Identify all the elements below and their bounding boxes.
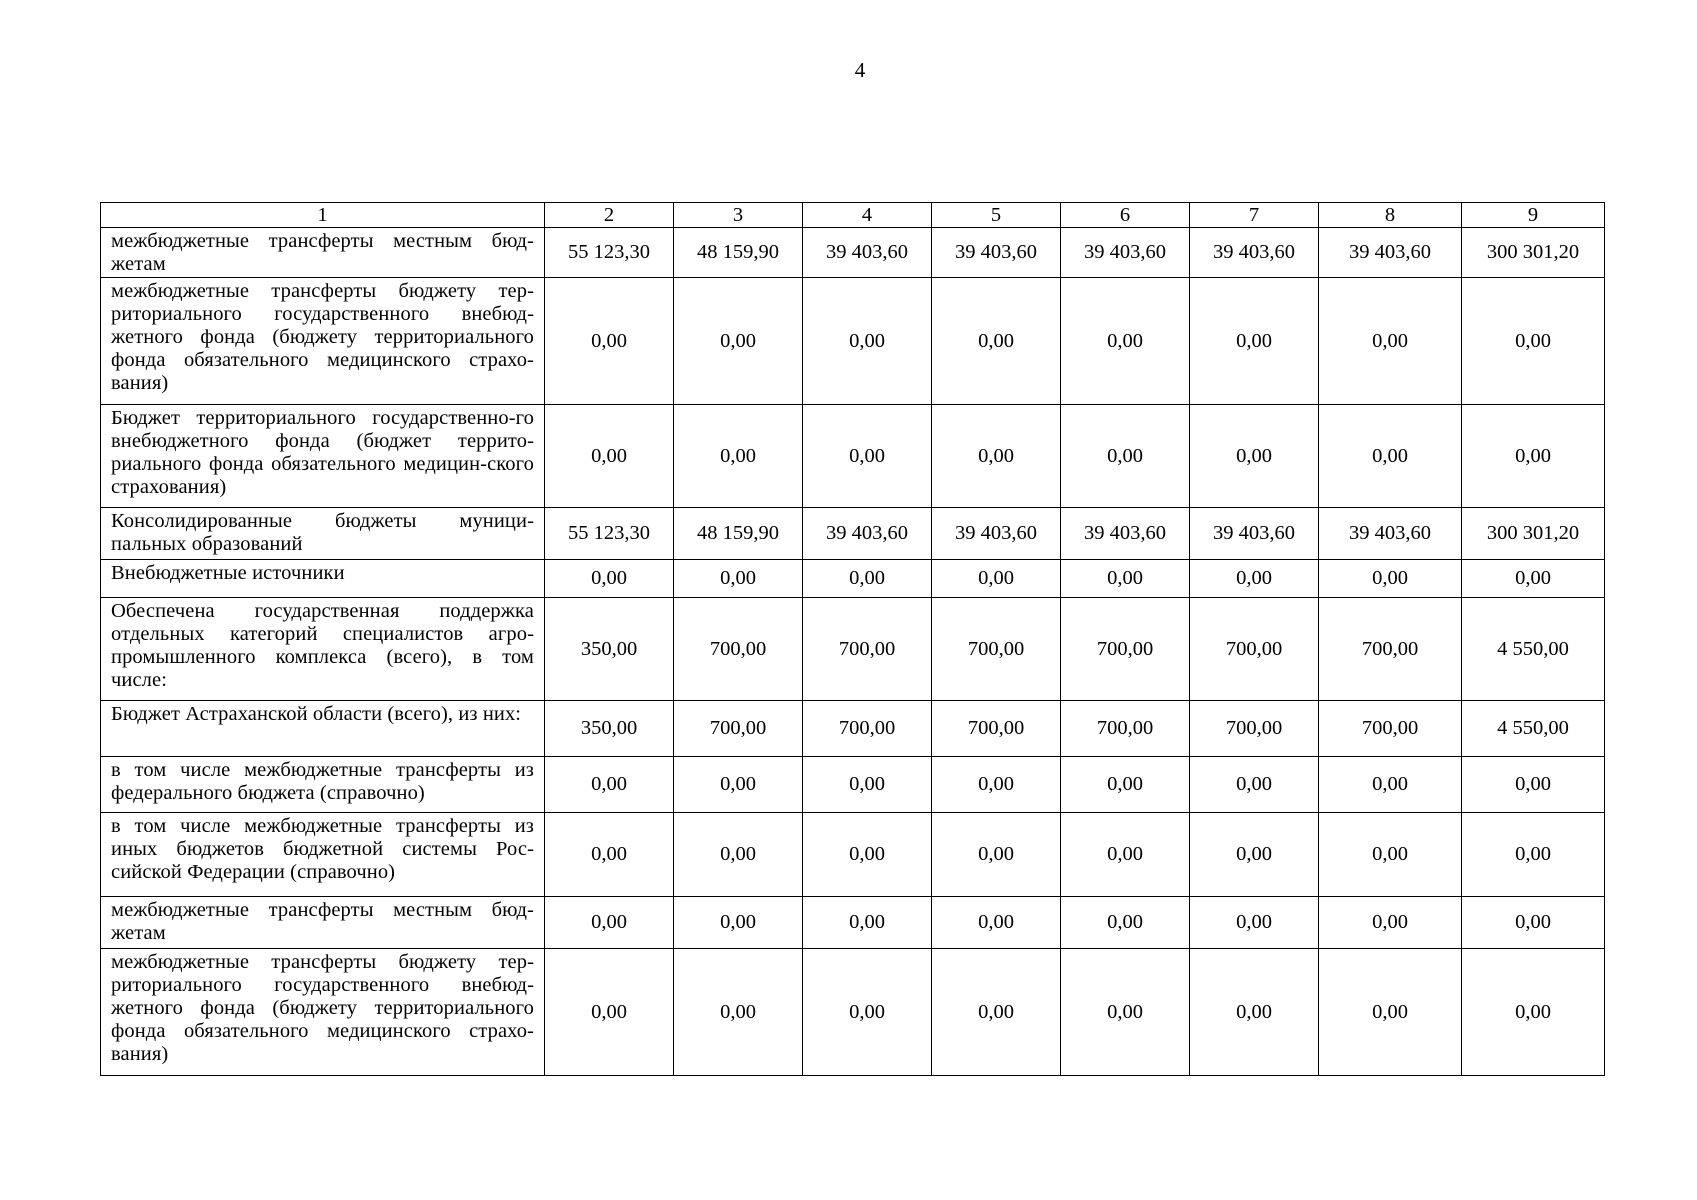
table-row [101,701,1605,757]
value-cell: 0,00 [1319,897,1462,949]
value-cell: 0,00 [803,405,932,508]
value-cell: 0,00 [803,949,932,1076]
table-row [101,813,1605,897]
value-cell: 0,00 [1462,757,1605,813]
value-cell: 0,00 [545,897,674,949]
value-cell: 0,00 [1061,278,1190,405]
value-cell: 0,00 [545,813,674,897]
page-number: 4 [854,58,866,82]
row-label: Обеспечена государственная поддержка отдельных категорий специалистов агро-промышленного комплекса (всего), в том числе: [101,598,545,701]
value-cell: 350,00 [545,598,674,701]
value-cell: 0,00 [1462,813,1605,897]
value-cell: 39 403,60 [1061,508,1190,560]
value-cell: 0,00 [803,813,932,897]
column-number-row [101,203,1605,228]
value-cell: 0,00 [932,813,1061,897]
value-cell: 700,00 [1190,701,1319,757]
value-cell: 4 550,00 [1462,598,1605,701]
value-cell: 55 123,30 [545,508,674,560]
value-cell: 0,00 [1462,405,1605,508]
value-cell: 39 403,60 [803,508,932,560]
row-label: Внебюджетные источники [101,560,545,598]
column-header: 2 [545,203,674,228]
value-cell: 0,00 [674,757,803,813]
table-row [101,405,1605,508]
value-cell: 700,00 [932,598,1061,701]
column-header: 5 [932,203,1061,228]
value-cell: 39 403,60 [1319,508,1462,560]
value-cell: 39 403,60 [803,228,932,278]
value-cell: 0,00 [1190,897,1319,949]
table-row [101,598,1605,701]
column-header: 7 [1190,203,1319,228]
value-cell: 0,00 [1319,405,1462,508]
value-cell: 0,00 [803,278,932,405]
row-label: межбюджетные трансферты бюджету тер-риториального государственного внебюд-жетного фонда (бюджету территориального фонда обязательного медицинского страхо-вания) [101,949,545,1076]
value-cell: 0,00 [545,278,674,405]
value-cell: 0,00 [1319,757,1462,813]
value-cell: 0,00 [674,560,803,598]
value-cell: 700,00 [803,598,932,701]
column-header: 9 [1462,203,1605,228]
value-cell: 0,00 [932,560,1061,598]
table-row [101,949,1605,1076]
table-row [101,278,1605,405]
value-cell: 39 403,60 [1319,228,1462,278]
value-cell: 48 159,90 [674,228,803,278]
row-label: межбюджетные трансферты местным бюд-жетам [101,897,545,949]
value-cell: 0,00 [545,949,674,1076]
value-cell: 300 301,20 [1462,228,1605,278]
value-cell: 0,00 [674,405,803,508]
value-cell: 0,00 [1061,813,1190,897]
row-label: Бюджет территориального государственно-го внебюджетного фонда (бюджет террито-риального фонда обязательного медицин-ского страхования) [101,405,545,508]
value-cell: 700,00 [1319,598,1462,701]
value-cell: 350,00 [545,701,674,757]
value-cell: 0,00 [1061,949,1190,1076]
column-header: 1 [101,203,545,228]
table-body [101,203,1605,1076]
value-cell: 700,00 [674,701,803,757]
value-cell: 0,00 [1061,405,1190,508]
value-cell: 48 159,90 [674,508,803,560]
table-row [101,508,1605,560]
value-cell: 0,00 [1190,278,1319,405]
value-cell: 0,00 [1190,813,1319,897]
value-cell: 0,00 [1190,949,1319,1076]
table-row [101,897,1605,949]
value-cell: 300 301,20 [1462,508,1605,560]
value-cell: 700,00 [1190,598,1319,701]
value-cell: 0,00 [932,405,1061,508]
column-header: 8 [1319,203,1462,228]
value-cell: 0,00 [803,560,932,598]
value-cell: 0,00 [1190,560,1319,598]
value-cell: 700,00 [1061,598,1190,701]
row-label: в том числе межбюджетные трансферты из федерального бюджета (справочно) [101,757,545,813]
value-cell: 0,00 [1319,560,1462,598]
value-cell: 0,00 [1462,897,1605,949]
value-cell: 0,00 [545,405,674,508]
value-cell: 700,00 [1319,701,1462,757]
value-cell: 0,00 [1319,278,1462,405]
value-cell: 0,00 [1061,560,1190,598]
table-row [101,560,1605,598]
value-cell: 55 123,30 [545,228,674,278]
value-cell: 700,00 [803,701,932,757]
row-label: Бюджет Астраханской области (всего), из них: [101,701,545,757]
value-cell: 700,00 [932,701,1061,757]
value-cell: 4 550,00 [1462,701,1605,757]
value-cell: 700,00 [674,598,803,701]
value-cell: 0,00 [674,949,803,1076]
value-cell: 0,00 [674,897,803,949]
budget-table [100,202,1605,1076]
value-cell: 0,00 [545,560,674,598]
value-cell: 0,00 [1462,560,1605,598]
value-cell: 0,00 [674,813,803,897]
value-cell: 0,00 [1319,949,1462,1076]
value-cell: 39 403,60 [1190,508,1319,560]
column-header: 6 [1061,203,1190,228]
value-cell: 0,00 [932,757,1061,813]
value-cell: 0,00 [803,897,932,949]
value-cell: 0,00 [1190,757,1319,813]
table-row [101,228,1605,278]
table-row [101,757,1605,813]
value-cell: 0,00 [1319,813,1462,897]
value-cell: 0,00 [932,278,1061,405]
value-cell: 0,00 [545,757,674,813]
value-cell: 0,00 [1190,405,1319,508]
value-cell: 0,00 [1061,897,1190,949]
value-cell: 39 403,60 [1061,228,1190,278]
value-cell: 0,00 [674,278,803,405]
value-cell: 0,00 [932,897,1061,949]
value-cell: 39 403,60 [932,228,1061,278]
row-label: в том числе межбюджетные трансферты из иных бюджетов бюджетной системы Рос-сийской Федерации (справочно) [101,813,545,897]
row-label: межбюджетные трансферты бюджету тер-риториального государственного внебюд-жетного фонда (бюджету территориального фонда обязательного медицинского страхо-вания) [101,278,545,405]
value-cell: 0,00 [1462,278,1605,405]
value-cell: 39 403,60 [932,508,1061,560]
row-label: межбюджетные трансферты местным бюд-жетам [101,228,545,278]
value-cell: 0,00 [1061,757,1190,813]
value-cell: 700,00 [1061,701,1190,757]
value-cell: 0,00 [932,949,1061,1076]
column-header: 3 [674,203,803,228]
row-label: Консолидированные бюджеты муници-пальных образований [101,508,545,560]
column-header: 4 [803,203,932,228]
value-cell: 39 403,60 [1190,228,1319,278]
value-cell: 0,00 [803,757,932,813]
value-cell: 0,00 [1462,949,1605,1076]
